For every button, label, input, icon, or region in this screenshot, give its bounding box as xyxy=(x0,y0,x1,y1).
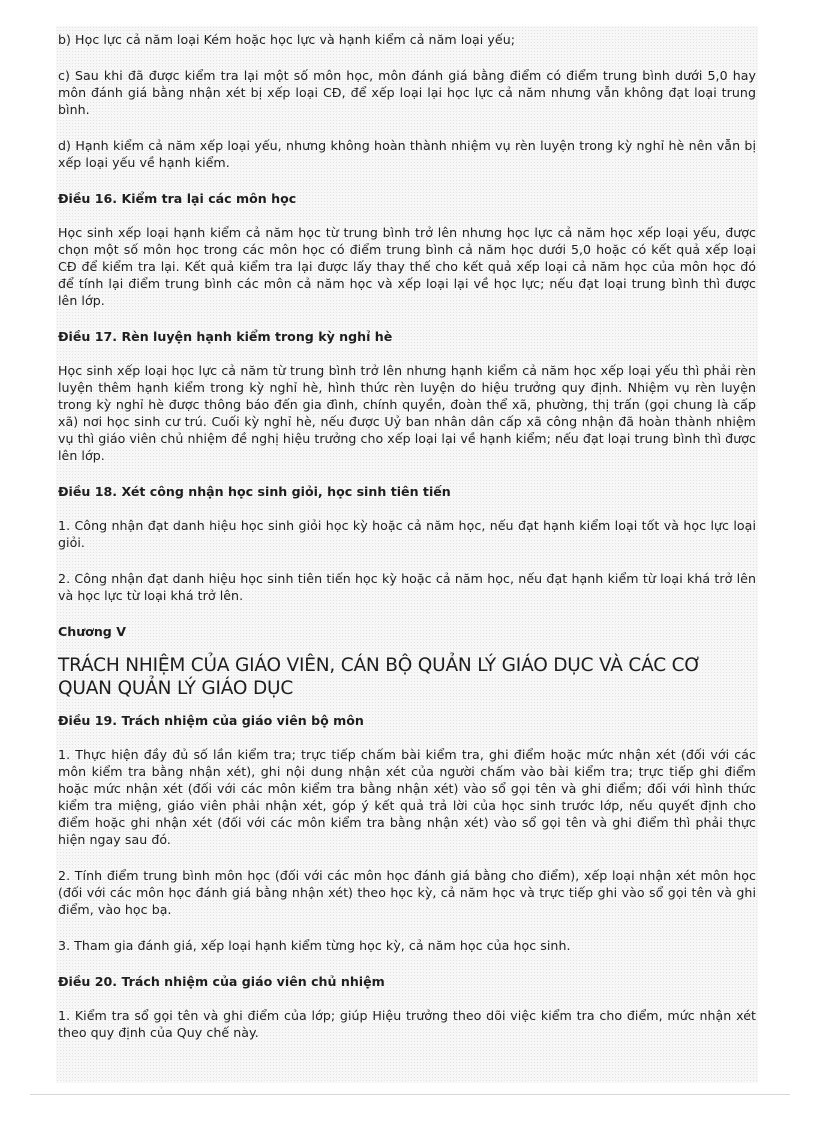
article-16-heading: Điều 16. Kiểm tra lại các môn học xyxy=(58,191,297,206)
article-19-heading: Điều 19. Trách nhiệm của giáo viên bộ môn xyxy=(58,713,364,728)
article-18-item-1: 1. Công nhận đạt danh hiệu học sinh giỏi học kỳ hoặc cả năm học, nếu đạt hạnh kiểm loại tốt và học lực loại giỏi. xyxy=(58,518,756,550)
chapter-title: TRÁCH NHIỆM CỦA GIÁO VIÊN, CÁN BỘ QUẢN LÝ GIÁO DỤC VÀ CÁC CƠ QUAN QUẢN LÝ GIÁO DỤC xyxy=(58,655,702,699)
paragraph-item-c: c) Sau khi đã được kiểm tra lại một số môn học, môn đánh giá bằng điểm có điểm trung bình dưới 5,0 hay môn đánh giá bằng nhận xét bị xếp loại CĐ, để xếp loại lại học lực cả năm nhưng vẫn không đạt loại trung bình. xyxy=(58,68,756,117)
article-18-heading: Điều 18. Xét công nhận học sinh giỏi, học sinh tiên tiến xyxy=(58,484,451,499)
article-19-item-1: 1. Thực hiện đầy đủ số lần kiểm tra; trực tiếp chấm bài kiểm tra, ghi điểm hoặc mức nhận xét (đối với các môn kiểm tra bằng nhận xét), ghi nội dung nhận xét của người chấm vào bài kiểm tra; trực tiếp ghi điểm hoặc mức nhận xét (đối với các môn kiểm tra bằng nhận xét) vào sổ gọi tên và ghi điểm; đối với hình thức kiểm tra miệng, giáo viên phải nhận xét, góp ý kết quả trả lời của học sinh trước lớp, nếu quyết định cho điểm hoặc ghi nhận xét (đối với các môn kiểm tra bằng nhận xét) vào sổ gọi tên và ghi điểm thì phải thực hiện ngay sau đó. xyxy=(58,747,756,847)
article-17-paragraph: Học sinh xếp loại học lực cả năm từ trung bình trở lên nhưng hạnh kiểm cả năm học xếp loại yếu thì phải rèn luyện thêm hạnh kiểm trong kỳ nghỉ hè, hình thức rèn luyện do hiệu trưởng quy định. Nhiệm vụ rèn luyện trong kỳ nghỉ hè được thông báo đến gia đình, chính quyền, đoàn thể xã, phường, thị trấn (gọi chung là cấp xã) nơi học sinh cư trú. Cuối kỳ nghỉ hè, nếu được Uỷ ban nhân dân cấp xã công nhận đã hoàn thành nhiệm vụ thì giáo viên chủ nhiệm đề nghị hiệu trưởng cho xếp loại lại về hạnh kiểm; nếu đạt loại trung bình thì được lên lớp. xyxy=(58,363,756,463)
article-16-paragraph: Học sinh xếp loại hạnh kiểm cả năm học từ trung bình trở lên nhưng học lực cả năm học xếp loại yếu, được chọn một số môn học trong các môn học có điểm trung bình cả năm học dưới 5,0 hoặc có kết quả xếp loại CĐ để kiểm tra lại. Kết quả kiểm tra lại được lấy thay thế cho kết quả xếp loại cả năm học của môn học đó để tính lại điểm trung bình các môn cả năm học và xếp loại lại về học lực; nếu đạt loại trung bình thì được lên lớp. xyxy=(58,225,756,308)
document-page xyxy=(56,26,758,1083)
paragraph-item-b: b) Học lực cả năm loại Kém hoặc học lực và hạnh kiểm cả năm loại yếu; xyxy=(58,32,516,47)
article-20-item-1: 1. Kiểm tra sổ gọi tên và ghi điểm của lớp; giúp Hiệu trưởng theo dõi việc kiểm tra cho điểm, mức nhận xét theo quy định của Quy chế này. xyxy=(58,1008,756,1040)
chapter-label: Chương V xyxy=(58,624,126,639)
document-content xyxy=(58,31,756,1041)
article-19-item-3: 3. Tham gia đánh giá, xếp loại hạnh kiểm từng học kỳ, cả năm học của học sinh. xyxy=(58,938,571,953)
paragraph-item-d: d) Hạnh kiểm cả năm xếp loại yếu, nhưng không hoàn thành nhiệm vụ rèn luyện trong kỳ nghỉ hè nên vẫn bị xếp loại yếu về hạnh kiểm. xyxy=(58,138,756,170)
article-17-heading: Điều 17. Rèn luyện hạnh kiểm trong kỳ nghỉ hè xyxy=(58,329,393,344)
article-18-item-2: 2. Công nhận đạt danh hiệu học sinh tiên tiến học kỳ hoặc cả năm học, nếu đạt hạnh kiểm từ loại khá trở lên và học lực từ loại khá trở lên. xyxy=(58,571,756,603)
page-divider xyxy=(30,1094,790,1095)
article-20-heading: Điều 20. Trách nhiệm của giáo viên chủ nhiệm xyxy=(58,974,385,989)
article-19-item-2: 2. Tính điểm trung bình môn học (đối với các môn học đánh giá bằng cho điểm), xếp loại nhận xét môn học (đối với các môn học đánh giá bằng nhận xét) theo học kỳ, cả năm học và trực tiếp ghi vào sổ gọi tên và ghi điểm, vào học bạ. xyxy=(58,868,756,917)
